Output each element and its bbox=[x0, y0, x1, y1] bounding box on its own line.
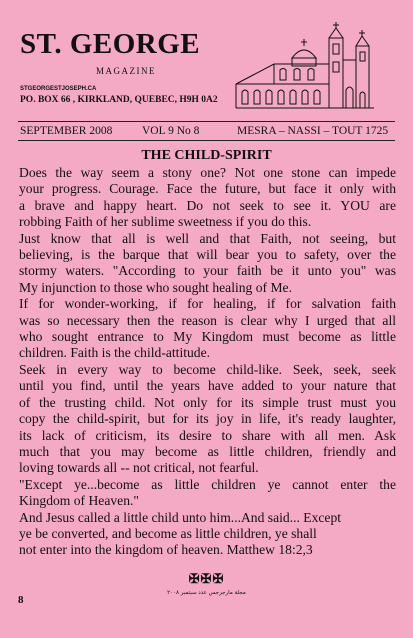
article-line: Seek in every way to become child-like. Seek, seek, seek bbox=[19, 361, 396, 377]
article-line: copy the child-spirit, but for its joy in life, it's ready laughter, bbox=[19, 411, 396, 427]
article-line: robbing Faith of her sublime sweetness if you do this. bbox=[19, 214, 312, 230]
header-rule-bottom bbox=[18, 140, 395, 141]
article-line: And Jesus called a little child unto him...And said... Except bbox=[19, 509, 342, 525]
magazine-title: ST. GEORGE bbox=[20, 28, 201, 60]
article-line: My injunction to those who sought healing of Me. bbox=[19, 279, 292, 295]
article-line: who sought entrance to My Kingdom must become as little bbox=[19, 329, 396, 345]
page-number: 8 bbox=[18, 594, 24, 606]
cross-ornament: ✠✠✠ bbox=[188, 571, 225, 586]
article-line: its lack of criticism, its desire to share with all men. Ask bbox=[19, 427, 396, 443]
article-body bbox=[19, 165, 396, 559]
header-rule-top bbox=[18, 121, 395, 122]
article-line: much that you may become as little children, friendly and bbox=[19, 443, 396, 459]
article-line: ye be converted, and become as little children, ye shall bbox=[19, 525, 317, 541]
article-line: loving towards all -- not critical, not fearful. bbox=[19, 460, 259, 476]
article-line: children. Faith is the child-attitude. bbox=[19, 345, 211, 361]
article-line: "Except ye...become as little children ye cannot enter the bbox=[19, 476, 396, 492]
postal-address: PO. BOX 66 , KIRKLAND, QUEBEC, H9H 0A2 bbox=[20, 95, 218, 105]
coptic-date: MESRA – NASSI – TOUT 1725 bbox=[237, 125, 389, 137]
article-title: THE CHILD-SPIRIT bbox=[141, 148, 272, 163]
article-line: Just know that all is well and that Faith, not seeing, but bbox=[19, 230, 396, 246]
magazine-subtitle: MAGAZINE bbox=[96, 66, 156, 76]
article-line: a brave and happy heart. Do not seek to see it. YOU are bbox=[19, 197, 396, 213]
article-line: your progress. Courage. Face the future, but face it only with bbox=[19, 181, 396, 197]
article-line: believing, is the barque that will bear you to safety, over the bbox=[19, 247, 396, 263]
issue-volume: VOL 9 No 8 bbox=[142, 125, 200, 137]
article-line: not enter into the kingdom of heaven. Matthew 18:2,3 bbox=[19, 542, 313, 558]
church-illustration bbox=[234, 20, 376, 112]
article-line: until you find, until the years have added to your nature that bbox=[19, 378, 396, 394]
issue-date: SEPTEMBER 2008 bbox=[20, 125, 113, 137]
footer-note: مجلة مارجرجس عدد سبتمبر ٢٠٠٨ bbox=[167, 590, 246, 596]
article-line: Does the way seem a stony one? Not one stone can impede bbox=[19, 165, 396, 180]
article-line: Kingdom of Heaven." bbox=[19, 493, 139, 509]
article-line: If for wonder-working, if for healing, if for salvation faith bbox=[19, 296, 396, 312]
article-line: of the trusting child. Not only for its simple trust must you bbox=[19, 394, 396, 410]
website-text: STGEORGESTJOSEPH.CA bbox=[20, 86, 97, 92]
article-line: stormy waters. "According to your faith be it unto you" was bbox=[19, 263, 396, 279]
article-line: was so necessary then the reason is clear why I urged that all bbox=[19, 312, 396, 328]
